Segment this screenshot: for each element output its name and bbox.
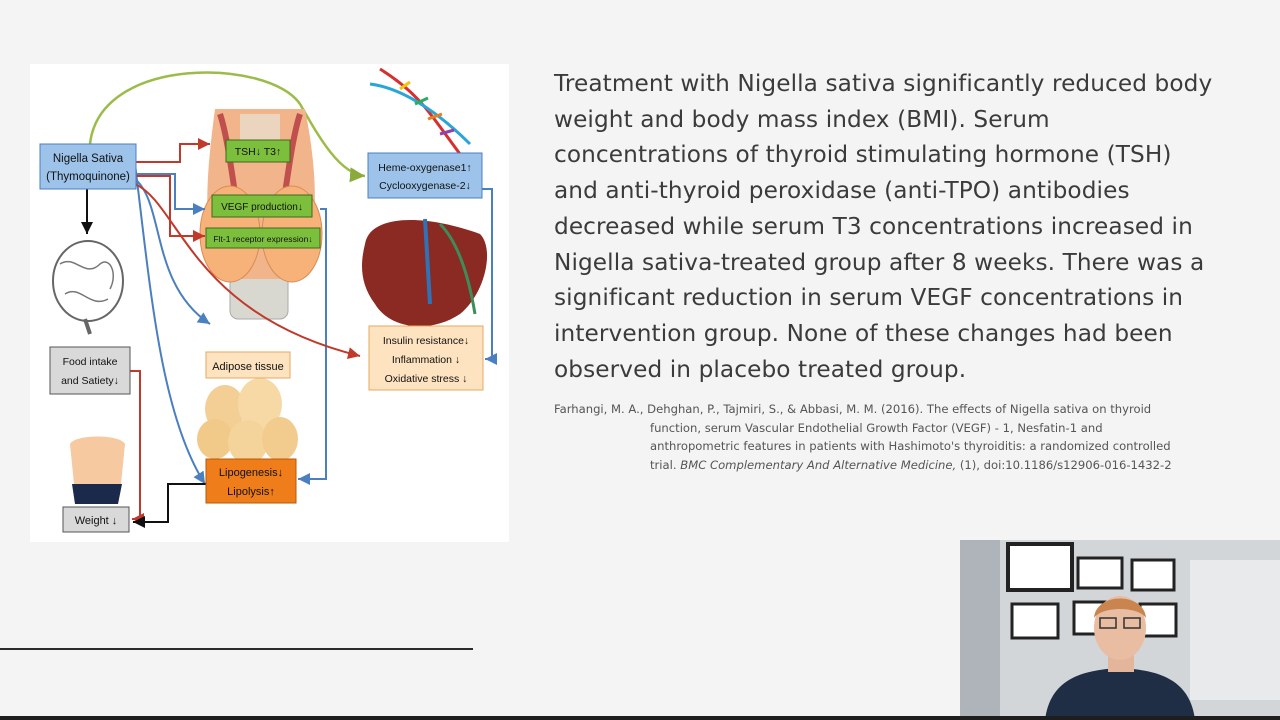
adipose-tissue-box xyxy=(206,352,290,378)
tsh-t3-box xyxy=(226,140,290,162)
svg-text:Lipogenesis↓: Lipogenesis↓ xyxy=(218,467,284,479)
svg-text:Flt-1 receptor expression↓: Flt-1 receptor expression↓ xyxy=(213,234,313,244)
svg-text:Lipolysis↑: Lipolysis↑ xyxy=(227,486,275,498)
svg-text:Insulin resistance↓: Insulin resistance↓ xyxy=(382,335,470,347)
body-figure-icon xyxy=(70,437,125,505)
citation-line-1: Farhangi, M. A., Dehghan, P., Tajmiri, S., & Abbasi, M. M. (2016). The effects of Nigella sativa on thyroid xyxy=(554,402,1152,416)
lipogenesis-box xyxy=(206,459,296,503)
svg-text:Cyclooxygenase-2↓: Cyclooxygenase-2↓ xyxy=(379,180,471,192)
bottom-edge xyxy=(0,716,1280,720)
svg-text:and Satiety↓: and Satiety↓ xyxy=(61,375,119,387)
svg-text:Adipose tissue: Adipose tissue xyxy=(212,361,284,373)
heme-cyclo-box xyxy=(368,153,482,198)
weight-box xyxy=(63,507,129,532)
insulin-inflammation-box xyxy=(369,326,483,390)
adipose-cells-icon xyxy=(197,378,298,464)
reference-citation xyxy=(554,400,1194,474)
citation-line-3: anthropometric features in patients with Hashimoto's thyroiditis: a randomized controlled xyxy=(650,439,1171,454)
svg-text:VEGF production↓: VEGF production↓ xyxy=(221,202,303,213)
presenter-webcam xyxy=(960,540,1280,720)
citation-line-2: function, serum Vascular Endothelial Growth Factor (VEGF) - 1, Nesfatin-1 and xyxy=(650,420,1103,435)
svg-text:Heme-oxygenase1↑: Heme-oxygenase1↑ xyxy=(378,162,472,174)
dna-helix-icon xyxy=(370,69,470,154)
svg-text:TSH↓ T3↑: TSH↓ T3↑ xyxy=(234,146,282,158)
journal-name: BMC Complementary And Alternative Medicine, xyxy=(680,457,957,472)
nigella-sativa-box xyxy=(40,144,136,189)
mechanism-diagram xyxy=(30,64,509,542)
slide-body-text: Treatment with Nigella sativa significantly reduced body weight and body mass index (BMI). Serum concentrations of thyroid stimulating hormone (TSH) and anti-thyroid peroxidase (anti-TPO) antibodies decreased while serum T3 concentrations increased in Nigella sativa-treated group after 8 weeks. There was a significant reduction in serum VEGF concentrations in intervention group. None of these changes had been observed in placebo treated group. xyxy=(554,70,1213,383)
svg-text:(Thymoquinone): (Thymoquinone) xyxy=(46,171,130,183)
presenter-video-feed xyxy=(960,540,1280,720)
liver-illustration xyxy=(362,219,487,326)
citation-line-4: trial. BMC Complementary And Alternative Medicine, (1), doi:10.1186/s12906-016-1432-2 xyxy=(650,457,1172,472)
svg-text:Inflammation ↓: Inflammation ↓ xyxy=(391,354,461,366)
brain-icon xyxy=(53,241,123,334)
footer-rule xyxy=(0,648,473,650)
mechanism-diagram-svg xyxy=(30,64,509,542)
flt1-box xyxy=(206,228,320,248)
svg-text:Food intake: Food intake xyxy=(62,356,118,368)
svg-text:Weight ↓: Weight ↓ xyxy=(74,515,118,527)
svg-text:Nigella Sativa: Nigella Sativa xyxy=(52,153,124,165)
vegf-production-box xyxy=(212,195,312,217)
svg-text:Oxidative stress ↓: Oxidative stress ↓ xyxy=(384,373,468,385)
food-intake-box xyxy=(50,347,130,394)
